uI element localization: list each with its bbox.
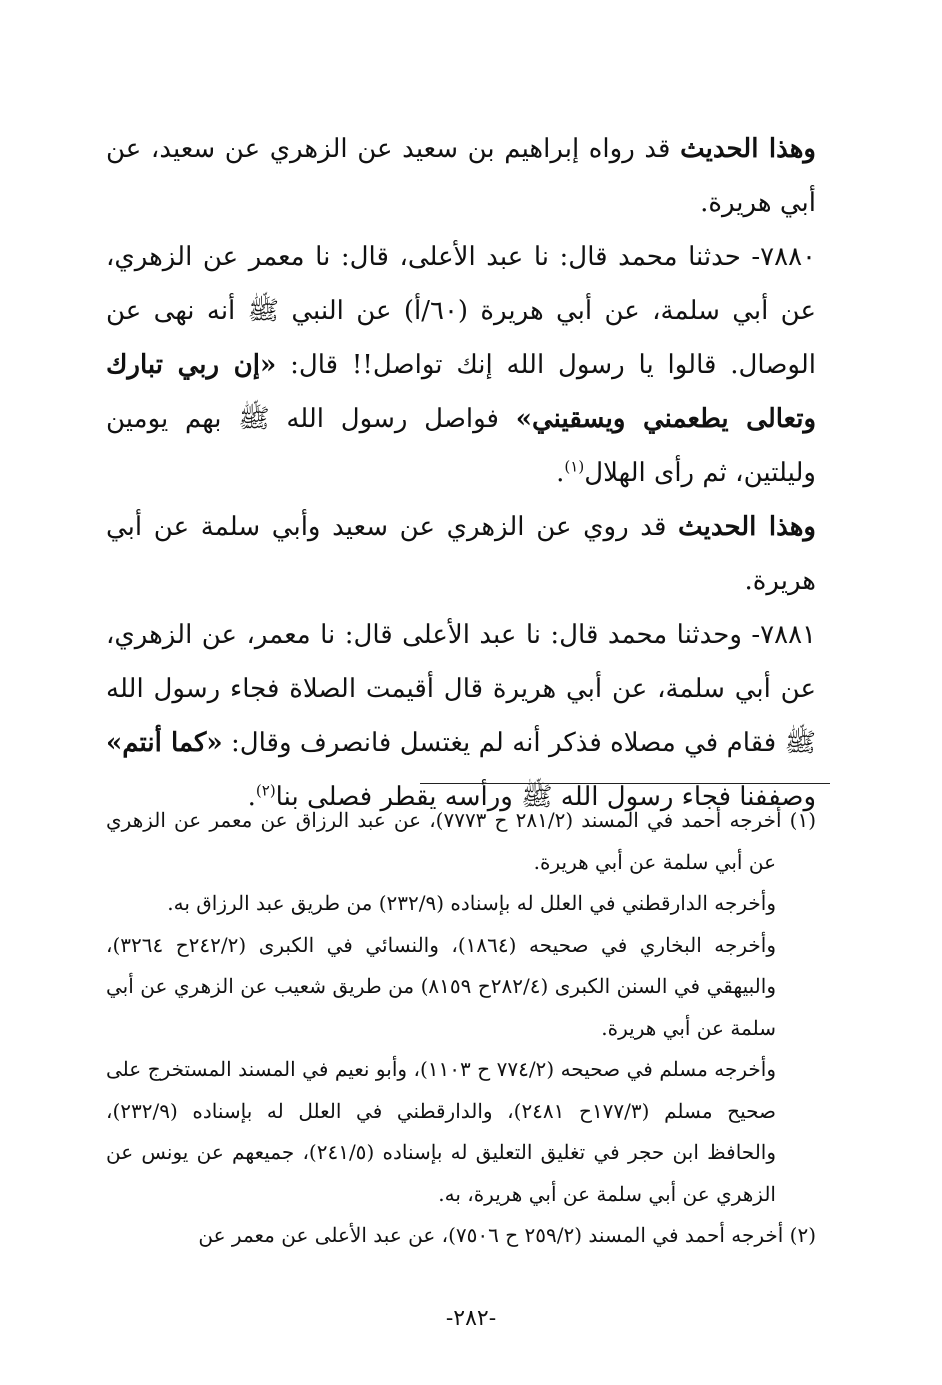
paragraph-text: ٧٨٨١- وحدثنا محمد قال: نا عبد الأعلى قال: نا معمر، عن الزهري، عن أبي سلمة، عن أبي هريرة قال أقيمت الصلاة فجاء رسول الله ﷺ فقام في مصلاه فذكر أنه لم يغتسل فانصرف وقال: <box>106 620 816 758</box>
footnote-1-continued: وأخرجه البخاري في صحيحه (١٨٦٤)، والنسائي في الكبرى (٢٤٢/٢ح ٣٢٦٤)، والبيهقي في السنن الكبرى (٢٨٢/٤ح ٨١٥٩) من طريق شعيب عن الزهري عن أبي سلمة عن أبي هريرة. <box>106 932 776 1040</box>
paragraph-text: قد رواه إبراهيم بن سعيد عن الزهري عن سعيد، عن أبي هريرة. <box>106 134 816 218</box>
prophetic-quote: «كما أنتم» <box>106 728 223 758</box>
prophetic-quote: «إن ربي تبارك وتعالى يطعمني ويسقيني» <box>106 350 816 434</box>
paragraph-text: قد روي عن الزهري عن سعيد وأبي سلمة عن أبي هريرة. <box>106 512 816 596</box>
footnote-1: (١) أخرجه أحمد في المسند (٢٨١/٢ ح ٧٧٧٣)، عن عبد الرزاق عن معمر عن الزهري عن أبي سلمة عن أبي هريرة. <box>106 808 817 874</box>
paragraph-1 <box>106 122 816 230</box>
hadith-7881 <box>106 608 816 824</box>
paragraph-text: وصففنا فجاء رسول الله ﷺ ورأسه يقطر فصلى بنا <box>275 782 816 812</box>
bold-lead: وهذا الحديث <box>678 512 816 542</box>
paragraph-end: . <box>556 458 565 488</box>
footnote-1-continued: وأخرجه الدارقطني في العلل له بإسناده (٢٣٢/٩) من طريق عبد الرزاق به. <box>167 891 776 915</box>
footnote-ref-1[interactable]: (١) <box>564 457 585 476</box>
paragraph-3 <box>106 500 816 608</box>
footnote-1-continued: وأخرجه مسلم في صحيحه (٧٧٤/٢ ح ١١٠٣)، وأبو نعيم في المسند المستخرج على صحيح مسلم (١٧٧/٣ح ٢٤٨١)، والدارقطني في العلل له بإسناده (٢٣٢/٩)، والحافظ ابن حجر في تغليق التعليق له بإسناده (٢٤١/٥)، جميعهم عن يونس عن الزهري عن أبي سلمة عن أبي هريرة، به. <box>106 1057 777 1206</box>
footnote-2: (٢) أخرجه أحمد في المسند (٢٥٩/٢ ح ٧٥٠٦)، عن عبد الأعلى عن معمر عن <box>198 1223 816 1247</box>
footnotes <box>106 800 816 1257</box>
main-text <box>106 122 816 824</box>
bold-lead: وهذا الحديث <box>680 134 816 164</box>
paragraph-end: . <box>247 782 256 812</box>
footnote-ref-2[interactable]: (٢) <box>255 781 276 800</box>
paragraph-text: ٧٨٨٠- حدثنا محمد قال: نا عبد الأعلى، قال: نا معمر عن الزهري، عن أبي سلمة، عن أبي هريرة (٦٠/أ) عن النبي ﷺ أنه نهى عن الوصال. قالوا يا رسول الله إنك تواصل!! قال: <box>106 242 817 380</box>
hadith-7880 <box>106 230 816 500</box>
page-number: -٢٨٢- <box>445 1306 497 1331</box>
paragraph-text: فواصل رسول الله ﷺ بهم يومين وليلتين، ثم رأى الهلال <box>106 404 816 488</box>
footnote-separator <box>420 783 830 784</box>
